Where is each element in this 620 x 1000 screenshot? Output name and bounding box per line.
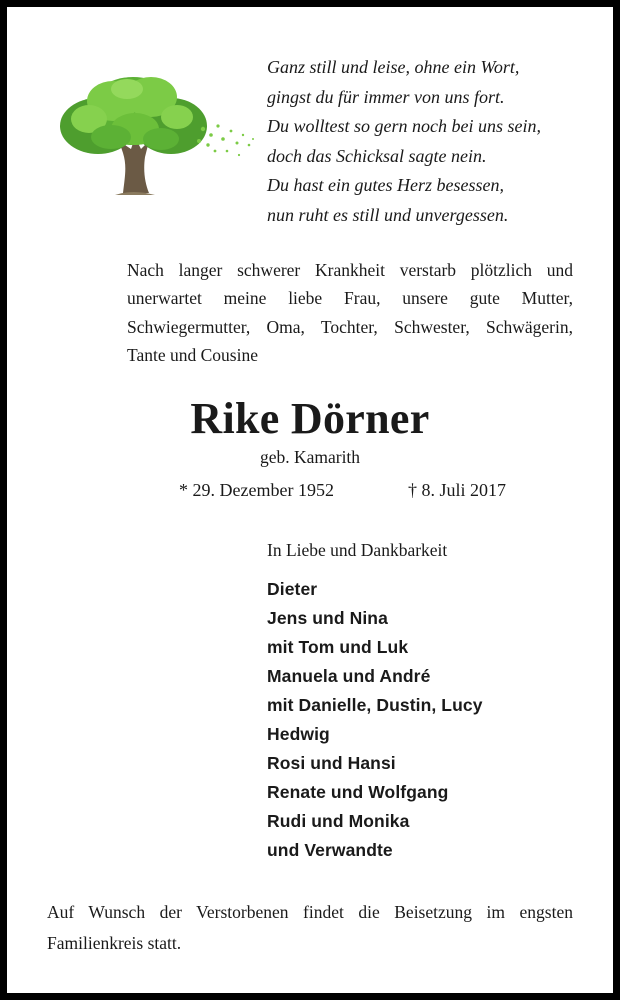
poem-line: Ganz still und leise, ohne ein Wort, [267,57,520,77]
poem-line: Du wolltest so gern noch bei uns sein, [267,116,541,136]
closing-line: Familienkreis statt. [47,933,182,953]
closing-note [47,897,573,959]
mourners-list [267,575,483,865]
announcement-line: Nach langer schwerer Krankheit verstarb plötzlich und [127,260,573,280]
announcement-text [127,256,573,369]
poem-line: Du hast ein gutes Herz besessen, [267,175,504,195]
tree-icon [53,71,263,201]
birth-name: geb. Kamarith [259,447,361,467]
poem [267,53,587,230]
closing-line: Auf Wunsch der Verstorbenen findet die Beisetzung im engsten [47,902,573,922]
mourner: Dieter [267,579,318,599]
poem-line: nun ruht es still und unvergessen. [267,204,509,225]
announcement-line: unerwartet meine liebe Frau, unsere gute Mutter, [127,288,573,309]
mourner: Manuela und André [267,666,431,686]
thanks-heading: In Liebe und Dankbarkeit [267,540,448,560]
announcement-line: Tante und Cousine [127,344,258,365]
mourner: mit Tom und Luk [267,637,409,657]
mourner: Rosi und Hansi [267,753,396,773]
mourner: Rudi und Monika [267,811,410,831]
death-date: † 8. Juli 2017 [408,480,507,500]
mourner: und Verwandte [267,840,393,860]
deceased-name: Rike Dörner [190,394,430,443]
poem-line: doch das Schicksal sagte nein. [267,145,487,166]
birth-date: * 29. Dezember 1952 [179,480,334,500]
poem-line: gingst du für immer von uns fort. [267,86,505,107]
mourner: mit Danielle, Dustin, Lucy [267,695,483,715]
announcement-line: Schwiegermutter, Oma, Tochter, Schwester, Schwägerin, [127,316,573,337]
mourner: Jens und Nina [267,608,388,628]
mourner: Hedwig [267,724,330,744]
obituary-card [7,7,613,993]
mourner: Renate und Wolfgang [267,782,449,802]
